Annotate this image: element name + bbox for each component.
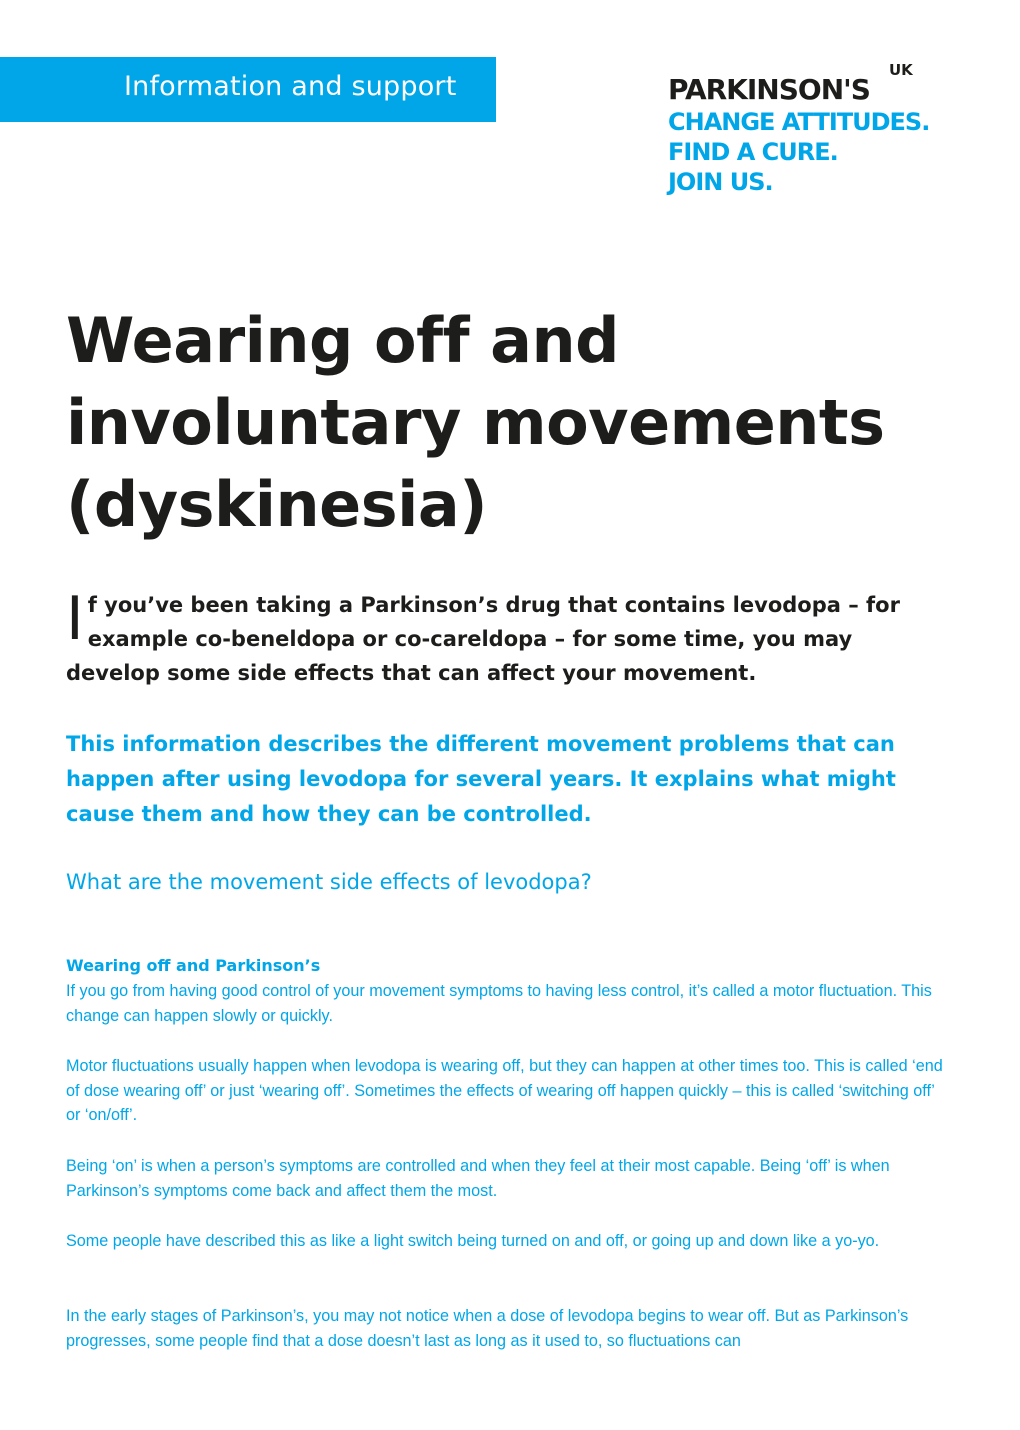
body-paragraph: If you go from having good control of your movement symptoms to having less control, it’s called a motor fluctuation. This change can happen slowly or quickly. bbox=[66, 982, 932, 1025]
body-paragraph: Being ‘on’ is when a person’s symptoms are controlled and when they feel at their most capable. Being ‘off’ is when Parkinson’s symptoms come back and affect them the most. bbox=[66, 1157, 890, 1200]
title-line: Wearing off and bbox=[66, 304, 619, 377]
summary-paragraph: This information describes the different movement problems that can happen after using levodopa for several years. It explains what might cause them and how they can be controlled. bbox=[66, 732, 896, 826]
section-heading: What are the movement side effects of levodopa? bbox=[66, 870, 592, 894]
logo-tagline-2: FIND A CURE. bbox=[668, 138, 838, 166]
banner-label: Information and support bbox=[124, 71, 457, 102]
sub-heading: Wearing off and Parkinson’s bbox=[66, 956, 321, 975]
logo-tagline-3: JOIN US. bbox=[668, 168, 773, 196]
drop-cap: I bbox=[66, 584, 84, 654]
body-paragraph: Some people have described this as like a light switch being turned on and off, or going up and down like a yo-yo. bbox=[66, 1232, 880, 1250]
document-title bbox=[66, 300, 966, 546]
logo-uk-superscript: UK bbox=[889, 61, 913, 79]
intro-text: f you’ve been taking a Parkinson’s drug that contains levodopa – for example co-beneldopa or co-careldopa – for some time, you may develop some side effects that can affect your movement. bbox=[66, 593, 900, 685]
logo-tagline-1: CHANGE ATTITUDES. bbox=[668, 108, 930, 136]
body-paragraph: Motor fluctuations usually happen when levodopa is wearing off, but they can happen at other times too. This is called ‘end of dose wearing off’ or just ‘wearing off’. Sometimes the effects of wearing off happen quickly – this is called ‘switching off’ or ‘on/off’. bbox=[66, 1057, 943, 1124]
parkinsons-uk-logo bbox=[668, 58, 988, 194]
intro-paragraph bbox=[66, 584, 946, 690]
logo-brand-text: PARKINSON'S bbox=[668, 73, 870, 106]
body-paragraph: In the early stages of Parkinson’s, you may not notice when a dose of levodopa begins to wear off. But as Parkinson’s progresses, some people find that a dose doesn’t last as long as it used to, so fluctuations can bbox=[66, 1307, 909, 1350]
information-and-support-banner bbox=[0, 57, 496, 122]
title-line: (dyskinesia) bbox=[66, 468, 488, 541]
logo-brand bbox=[668, 61, 988, 106]
title-line: involuntary movements bbox=[66, 386, 885, 459]
